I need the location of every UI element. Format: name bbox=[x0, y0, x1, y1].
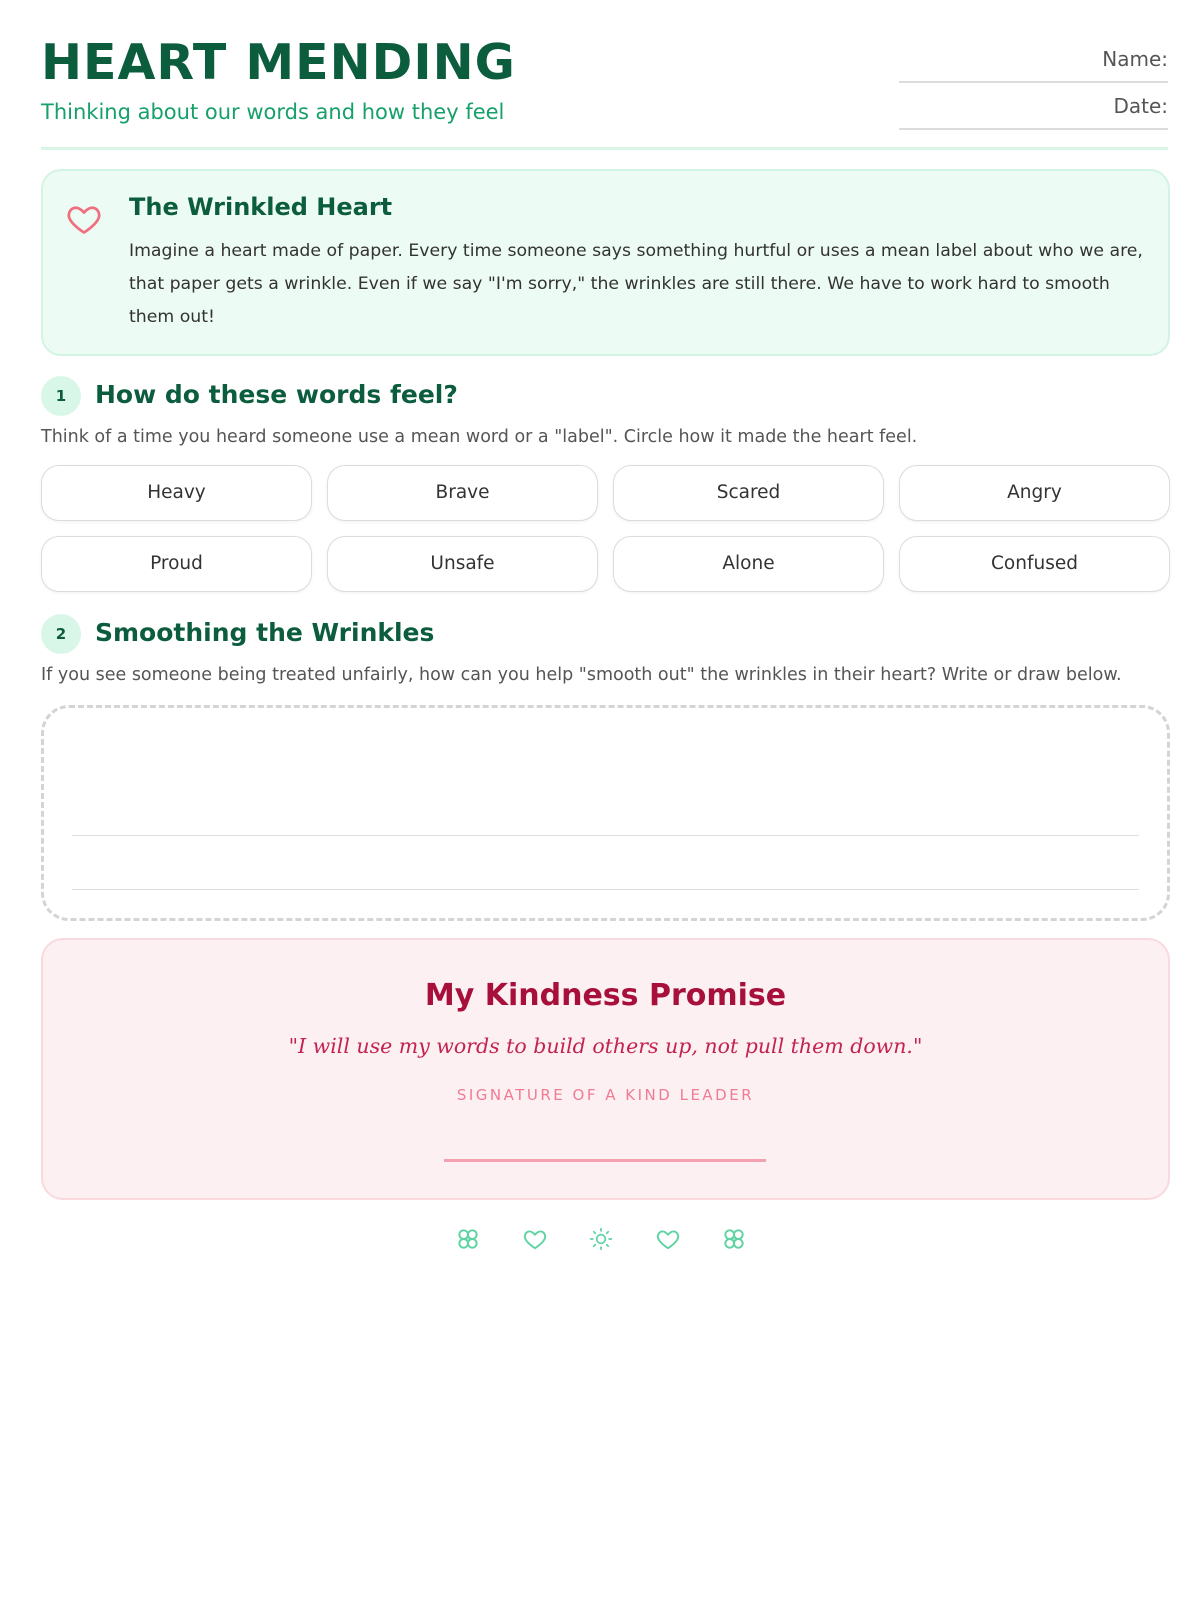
date-label: Date: bbox=[1113, 94, 1168, 118]
intro-title: The Wrinkled Heart bbox=[129, 193, 393, 221]
feeling-chip-alone[interactable]: Alone bbox=[613, 536, 884, 592]
section-2-description: If you see someone being treated unfairly, how can you help "smooth out" the wrinkles in their heart? Write or draw below. bbox=[41, 665, 1122, 685]
sun-icon bbox=[588, 1226, 614, 1252]
feeling-chip-angry[interactable]: Angry bbox=[899, 465, 1170, 521]
heart-icon bbox=[65, 201, 103, 237]
write-draw-area[interactable] bbox=[41, 705, 1170, 921]
promise-quote: "I will use my words to build others up, not pull them down." bbox=[288, 1034, 923, 1058]
signature-label: SIGNATURE OF A KIND LEADER bbox=[456, 1086, 755, 1104]
worksheet-header bbox=[41, 30, 1168, 150]
feelings-grid bbox=[41, 465, 1168, 592]
writing-line bbox=[72, 889, 1139, 890]
page-subtitle: Thinking about our words and how they feel bbox=[41, 100, 505, 124]
feeling-chip-heavy[interactable]: Heavy bbox=[41, 465, 312, 521]
feeling-chip-scared[interactable]: Scared bbox=[613, 465, 884, 521]
signature-line[interactable] bbox=[444, 1159, 766, 1162]
wrinkled-heart-box bbox=[41, 169, 1170, 356]
section-1-badge: 1 bbox=[41, 376, 81, 416]
feeling-chip-unsafe[interactable]: Unsafe bbox=[327, 536, 598, 592]
section-2-badge: 2 bbox=[41, 614, 81, 654]
promise-title: My Kindness Promise bbox=[424, 978, 787, 1013]
writing-line bbox=[72, 835, 1139, 836]
section-2-title: Smoothing the Wrinkles bbox=[95, 618, 435, 647]
flower-icon bbox=[721, 1226, 747, 1252]
feeling-chip-proud[interactable]: Proud bbox=[41, 536, 312, 592]
feeling-chip-confused[interactable]: Confused bbox=[899, 536, 1170, 592]
heart-icon bbox=[655, 1226, 681, 1252]
flower-icon bbox=[455, 1226, 481, 1252]
heart-icon bbox=[522, 1226, 548, 1252]
name-field[interactable] bbox=[899, 30, 1168, 83]
page-title: HEART MENDING bbox=[41, 34, 516, 91]
feeling-chip-brave[interactable]: Brave bbox=[327, 465, 598, 521]
kindness-promise-box bbox=[41, 938, 1170, 1200]
footer-icons bbox=[455, 1226, 755, 1256]
name-label: Name: bbox=[1102, 47, 1168, 71]
section-1-description: Think of a time you heard someone use a mean word or a "label". Circle how it made the heart feel. bbox=[41, 427, 918, 447]
intro-text: Imagine a heart made of paper. Every time someone says something hurtful or uses a mean label about who we are, that paper gets a wrinkle. Even if we say "I'm sorry," the wrinkles are still there. We have to work hard to smooth them out! bbox=[129, 241, 1143, 327]
section-1-title: How do these words feel? bbox=[95, 380, 458, 409]
date-field[interactable] bbox=[899, 81, 1168, 130]
